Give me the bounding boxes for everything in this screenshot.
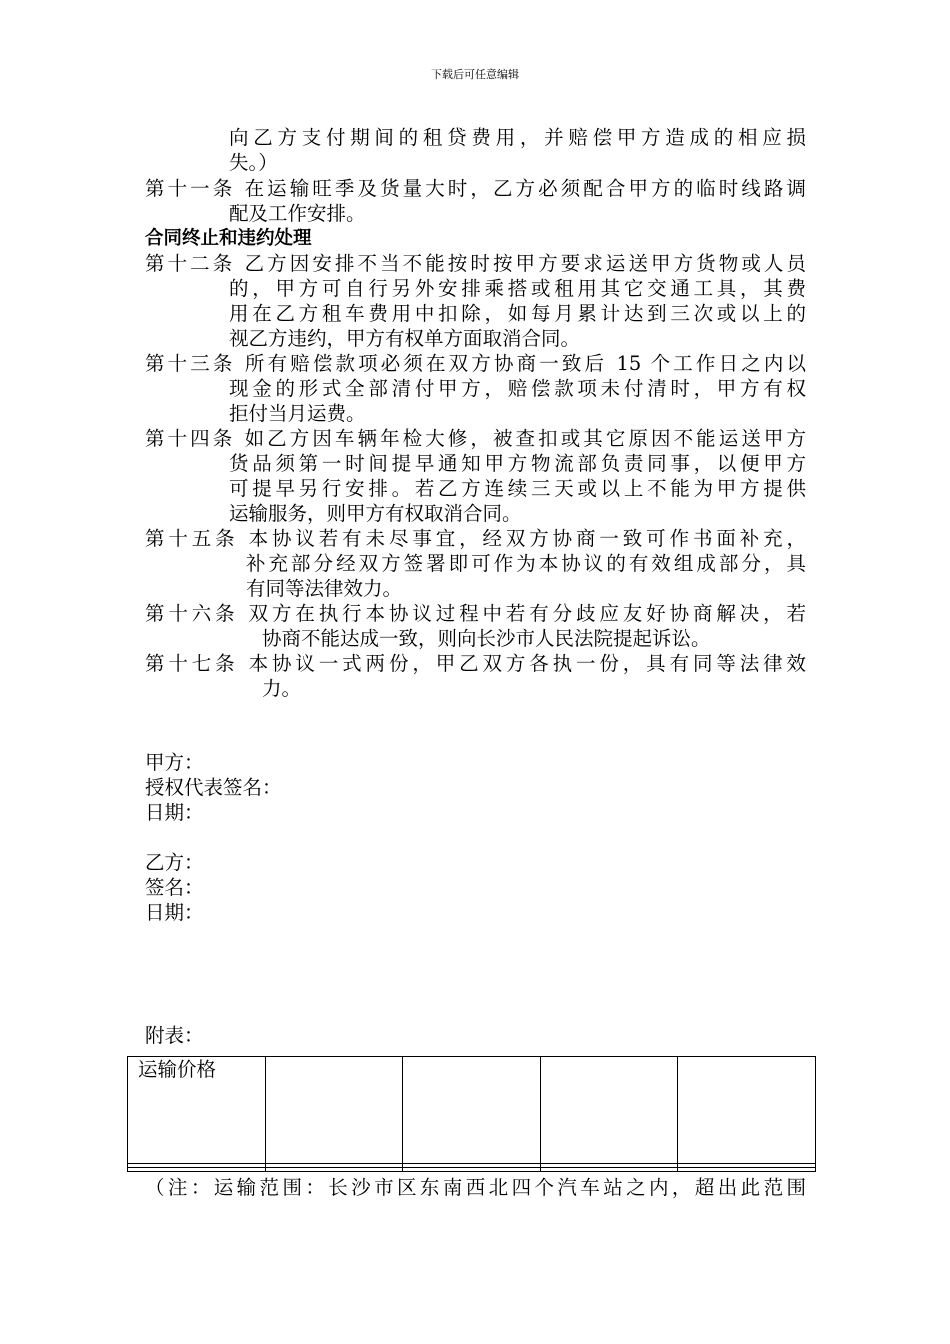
page-header: 下载后可任意编辑 xyxy=(431,68,519,81)
section-heading: 合同终止和违约处理 xyxy=(145,228,312,249)
article-14-line-1: 第十四条 如乙方因车辆年检大修，被查扣或其它原因不能运送甲方 xyxy=(145,427,806,450)
table-cell xyxy=(265,1057,403,1164)
table-cell xyxy=(128,1168,266,1172)
article-11-line-1: 第十一条 在运输旺季及货量大时，乙方必须配合甲方的临时线路调 xyxy=(145,177,806,200)
transport-scope-note: （注：运输范围：长沙市区东南西北四个汽车站之内，超出此范围 xyxy=(145,1176,806,1199)
article-15-line-3: 有同等法律效力。 xyxy=(246,577,403,600)
article-17-line-1: 第十七条 本协议一式两份，甲乙双方各执一份，具有同等法律效 xyxy=(145,652,806,675)
table-cell xyxy=(540,1057,678,1164)
table-cell xyxy=(540,1168,678,1172)
article-10-line-2: 失。） xyxy=(229,151,278,174)
table-cell xyxy=(403,1168,541,1172)
article-17-line-2: 力。 xyxy=(262,677,302,700)
article-14-line-4: 运输服务，则甲方有权取消合同。 xyxy=(229,502,522,525)
table-cell xyxy=(678,1168,816,1172)
table-cell xyxy=(678,1057,816,1164)
table-cell: 运输价格 xyxy=(128,1057,266,1164)
table-row xyxy=(128,1057,816,1164)
table-cell xyxy=(403,1057,541,1164)
party-a-date-label: 日期： xyxy=(145,801,204,824)
price-table xyxy=(127,1056,816,1172)
article-16-line-1: 第十六条 双方在执行本协议过程中若有分歧应友好协商解决，若 xyxy=(145,602,806,625)
article-13-line-1: 第十三条 所有赔偿款项必须在双方协商一致后 15 个工作日之内以 xyxy=(145,352,806,375)
article-12-line-1: 第十二条 乙方因安排不当不能按时按甲方要求运送甲方货物或人员 xyxy=(145,252,806,275)
article-16-line-2: 协商不能达成一致，则向长沙市人民法院提起诉讼。 xyxy=(262,627,711,650)
article-10-line-1: 向乙方支付期间的租贷费用，并赔偿甲方造成的相应损 xyxy=(229,126,806,149)
party-b-label: 乙方： xyxy=(145,851,204,874)
article-12-line-4: 视乙方违约，甲方有权单方面取消合同。 xyxy=(229,327,581,350)
article-12-line-2: 的，甲方可自行另外安排乘搭或租用其它交通工具，其费 xyxy=(229,277,806,300)
article-13-line-3: 拒付当月运费。 xyxy=(229,402,366,425)
table-cell xyxy=(265,1168,403,1172)
article-11-line-2: 配及工作安排。 xyxy=(229,202,366,225)
authorized-signature-label: 授权代表签名： xyxy=(145,776,282,799)
party-b-date-label: 日期： xyxy=(145,901,204,924)
article-12-line-3: 用在乙方租车费用中扣除，如每月累计达到三次或以上的 xyxy=(229,302,806,325)
party-a-label: 甲方： xyxy=(145,751,204,774)
article-15-line-2: 补充部分经双方签署即可作为本协议的有效组成部分，具 xyxy=(246,552,806,575)
article-15-line-1: 第十五条 本协议若有未尽事宜，经双方协商一致可作书面补充， xyxy=(145,527,806,550)
article-14-line-2: 货品须第一时间提早通知甲方物流部负责同事，以便甲方 xyxy=(229,452,806,475)
article-13-line-2: 现金的形式全部清付甲方，赔偿款项未付清时，甲方有权 xyxy=(229,377,806,400)
table-row xyxy=(128,1168,816,1172)
attachment-label: 附表： xyxy=(145,1024,204,1047)
party-b-signature-label: 签名： xyxy=(145,876,204,899)
article-14-line-3: 可提早另行安排。若乙方连续三天或以上不能为甲方提供 xyxy=(229,477,806,500)
